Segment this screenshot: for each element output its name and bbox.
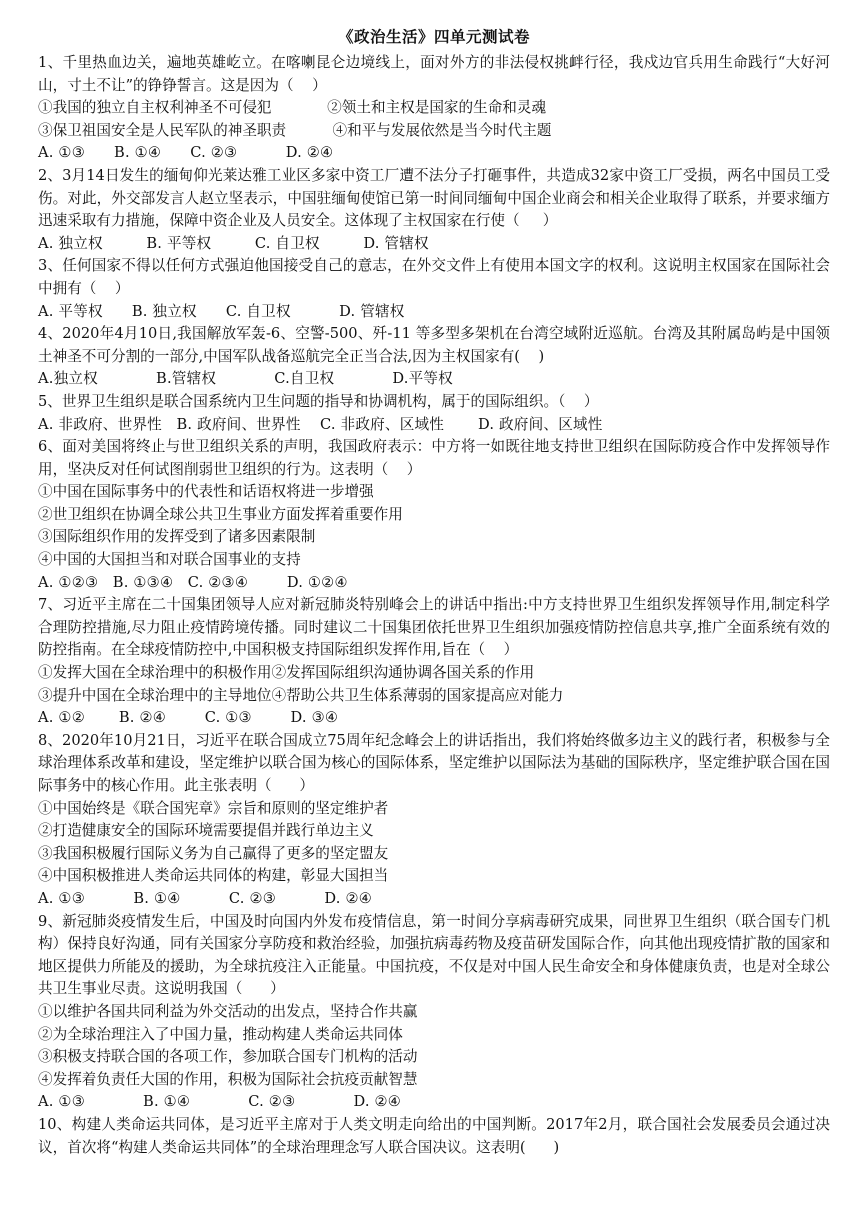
question-block xyxy=(38,255,830,323)
question-statement: ②打造健康安全的国际环境需要提倡并践行单边主义 xyxy=(38,822,374,840)
question-statement: ①中国在国际事务中的代表性和话语权将进一步增强 xyxy=(38,483,374,501)
question-block xyxy=(38,323,830,391)
answer-choices: A. ①③ B. ①④ C. ②③ D. ②④ xyxy=(38,144,334,162)
question-statement: ①以维护各国共同利益为外交活动的出发点，坚持合作共赢 xyxy=(38,1002,418,1020)
question-stem: 1、千里热血边关，遍地英雄屹立。在喀喇昆仑边境线上，面对外方的非法侵权挑衅行径，我戍边官兵用生命践行“大好河山，寸土不让”的铮铮誓言。这是因为（ ） xyxy=(38,54,830,94)
question-statement: ①中国始终是《联合国宪章》宗旨和原则的坚定维护者 xyxy=(38,799,389,817)
question-statement: ④发挥着负责任大国的作用，积极为国际社会抗疫贡献智慧 xyxy=(38,1070,418,1088)
question-statement: ④中国的大国担当和对联合国事业的支持 xyxy=(38,551,301,569)
question-statement: ③保卫祖国安全是人民军队的神圣职责 ④和平与发展依然是当今时代主题 xyxy=(38,121,552,139)
question-block xyxy=(38,391,830,436)
page-title: 《政治生活》四单元测试卷 xyxy=(337,27,530,46)
question-statement: ③提升中国在全球治理中的主导地位④帮助公共卫生体系薄弱的国家提高应对能力 xyxy=(38,686,564,704)
answer-choices: A. 非政府、世界性 B. 政府间、世界性 C. 非政府、区域性 D. 政府间、区域性 xyxy=(38,415,603,433)
question-stem: 4、2020年4月10日,我国解放军轰-6、空警-500、歼-11 等多型多架机在台湾空域附近巡航。台湾及其附属岛屿是中国领土神圣不可分割的一部分,中国军队战备巡航完全正当合法,因为主权国家有( ) xyxy=(38,325,830,365)
question-list xyxy=(38,52,830,1159)
question-block xyxy=(38,1114,830,1159)
question-statement: ②为全球治理注入了中国力量，推动构建人类命运共同体 xyxy=(38,1025,403,1043)
question-block xyxy=(38,52,830,165)
answer-choices: A.独立权 B.管辖权 C.自卫权 D.平等权 xyxy=(38,370,453,388)
answer-choices: A. 独立权 B. 平等权 C. 自卫权 D. 管辖权 xyxy=(38,234,429,252)
question-stem: 7、习近平主席在二十国集团领导人应对新冠肺炎特别峰会上的讲话中指出:中方支持世界卫生组织发挥领导作用,制定科学合理防控措施,尽力阻止疫情跨境传播。同时建议二十国集团依托世界卫生组织加强疫情防控信息共享,推广全面系统有效的防控指南。在全球疫情防控中,中国积极支持国际组织发挥作用,旨在（ ） xyxy=(38,596,830,659)
question-block xyxy=(38,165,830,255)
answer-choices: A. 平等权 B. 独立权 C. 自卫权 D. 管辖权 xyxy=(38,302,405,320)
question-stem: 10、构建人类命运共同体，是习近平主席对于人类文明走向给出的中国判断。2017年2月，联合国社会发展委员会通过决议，首次将“构建人类命运共同体”的全球治理理念写人联合国决议。这表明( ) xyxy=(38,1115,830,1156)
question-block xyxy=(38,911,830,1114)
answer-choices: A. ①③ B. ①④ C. ②③ D. ②④ xyxy=(38,1093,402,1111)
question-stem: 3、任何国家不得以任何方式强迫他国接受自己的意志，在外交文件上有使用本国文字的权利。这说明主权国家在国际社会中拥有（ ） xyxy=(38,257,830,297)
question-statement: ①我国的独立自主权利神圣不可侵犯 ②领土和主权是国家的生命和灵魂 xyxy=(38,99,547,117)
answer-choices: A. ①② B. ②④ C. ①③ D. ③④ xyxy=(38,709,339,727)
question-block xyxy=(38,436,830,594)
question-statement: ③积极支持联合国的各项工作，参加联合国专门机构的活动 xyxy=(38,1048,418,1066)
question-stem: 5、世界卫生组织是联合国系统内卫生问题的指导和协调机构，属于的国际组织。（ ） xyxy=(38,392,599,410)
question-statement: ②世卫组织在协调全球公共卫生事业方面发挥着重要作用 xyxy=(38,505,403,523)
question-stem: 9、新冠肺炎疫情发生后，中国及时向国内外发布疫情信息，第一时间分享病毒研究成果，同世界卫生组织（联合国专门机构）保持良好沟通，同有关国家分享防疫和救治经验，加强抗病毒药物及疫苗研发国际合作，向其他出现疫情扩散的国家和地区提供力所能及的援助，为全球抗疫注入正能量。中国抗疫，不仅是对中国人民生命安全和身体健康负责，也是对全球公共卫生事业尽责。这说明我国（ ） xyxy=(38,912,830,998)
question-stem: 6、面对美国将终止与世卫组织关系的声明，我国政府表示：中方将一如既往地支持世卫组织在国际防疫合作中发挥领导作用，坚决反对任何试图削弱世卫组织的行为。这表明（ ） xyxy=(38,438,830,478)
question-statement: ④中国积极推进人类命运共同体的构建，彰显大国担当 xyxy=(38,867,389,885)
question-stem: 2、3月14日发生的缅甸仰光莱达雅工业区多家中资工厂遭不法分子打砸事件，共造成32家中资工厂受损，两名中国员工受伤。对此，外交部发言人赵立坚表示，中国驻缅甸使馆已第一时间同缅甸中国企业商会和相关企业取得了联系，并要求缅方迅速采取有力措施，保障中资企业及人员安全。这体现了主权国家在行使（ ） xyxy=(38,166,830,230)
question-statement: ①发挥大国在全球治理中的积极作用②发挥国际组织沟通协调各国关系的作用 xyxy=(38,664,535,682)
question-statement: ③国际组织作用的发挥受到了诸多因素限制 xyxy=(38,528,316,546)
question-block xyxy=(38,594,830,730)
question-statement: ③我国积极履行国际义务为自己赢得了更多的坚定盟友 xyxy=(38,844,389,862)
answer-choices: A. ①②③ B. ①③④ C. ②③④ D. ①②④ xyxy=(38,573,348,591)
question-stem: 8、2020年10月21日，习近平在联合国成立75周年纪念峰会上的讲话指出，我们将始终做多边主义的践行者，积极参与全球治理体系改革和建设，坚定维护以联合国为核心的国际体系，坚定维护以国际法为基础的国际秩序，坚定维护联合国在国际事务中的核心作用。此主张表明（ ） xyxy=(38,731,830,794)
question-block xyxy=(38,730,830,911)
answer-choices: A. ①③ B. ①④ C. ②③ D. ②④ xyxy=(38,889,373,907)
